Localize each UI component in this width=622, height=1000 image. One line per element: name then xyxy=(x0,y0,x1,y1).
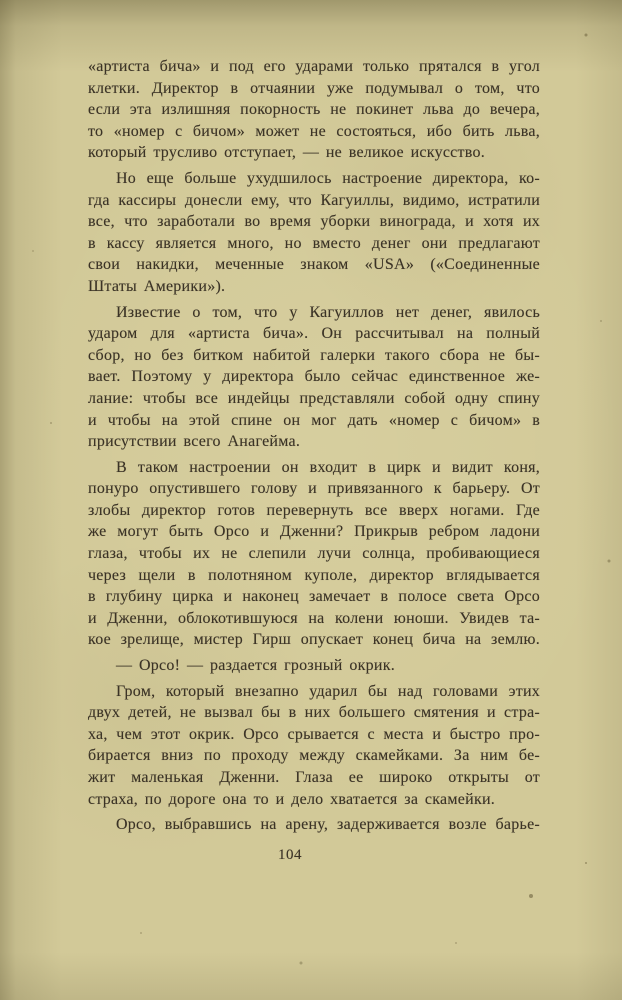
text-line: кое зрелище, мистер Гирш опускает конец бича на землю. xyxy=(88,631,540,649)
text-line: Гром, который внезапно ударил бы над головами этих xyxy=(116,682,540,700)
paragraph xyxy=(88,814,540,836)
text-line: глаза, чтобы их не слепили лучи солнца, пробивающиеся xyxy=(88,545,540,563)
text-line: бирается вниз по проходу между скамейками. За ним бе- xyxy=(88,747,540,765)
text-line: лание: чтобы все индейцы представляли собой одну спину xyxy=(88,389,540,407)
text-line: В таком настроении он входит в цирк и видит коня, xyxy=(116,458,540,476)
text-line: в кассу является много, но вместо денег они предлагают xyxy=(88,234,540,252)
text-line: жит маленькая Дженни. Глаза ее широко открыты от xyxy=(88,769,540,786)
text-line: Орсо, выбравшись на арену, задерживается возле барье- xyxy=(116,816,540,834)
paragraph xyxy=(88,681,540,811)
text-line: ха, чем этот окрик. Орсо срывается с места и быстро про- xyxy=(88,725,540,743)
text-line: все, что заработали во время уборки винограда, и хотя их xyxy=(88,213,540,231)
text-line: через щели в полотняном куполе, директор вглядывается xyxy=(88,566,540,584)
text-line: который трусливо отступает, — не великое искусство. xyxy=(88,144,485,162)
text-line: и Дженни, облокотившуюся на колени юноши. Увидев та- xyxy=(88,609,540,627)
paragraph xyxy=(88,56,540,164)
text-line: Штаты Америки»). xyxy=(88,277,226,295)
text-line: если эта излишняя покорность не покинет льва до вечера, xyxy=(88,101,540,119)
text-line: двух детей, не вызвал бы в них большего смятения и стра- xyxy=(88,704,540,722)
text-line: страха, по дороге она то и дело хватается за скамейки. xyxy=(88,790,496,808)
text-line: и чтобы на этой спине он мог дать «номер с бичом» в xyxy=(88,411,540,429)
paragraph xyxy=(88,655,540,677)
text-line: — Орсо! — раздается грозный окрик. xyxy=(116,657,395,675)
page-number: 104 xyxy=(278,847,302,863)
text-line: сбор, но без битком набитой галерки такого сбора не бы- xyxy=(88,346,540,364)
text-line: свои накидки, меченные знаком «USA» («Соединенные xyxy=(88,256,540,274)
text-line: злобы директор готов перевернуть все вверх ногами. Где xyxy=(88,501,540,519)
text-line: же могут быть Орсо и Дженни? Прикрыв ребром ладони xyxy=(88,523,540,541)
text-line: «артиста бича» и под его ударами только прятался в угол xyxy=(88,58,540,75)
text-line: клетки. Директор в отчаянии уже подумывал о том, что xyxy=(88,79,540,97)
text-line: присутствии всего Анагейма. xyxy=(88,433,301,451)
paragraph xyxy=(88,302,540,453)
text-line: понуро опустившего голову и привязанного к барьеру. От xyxy=(88,480,540,498)
paragraph xyxy=(88,457,540,651)
paragraph xyxy=(88,168,540,298)
paper-specks xyxy=(0,0,2,2)
page-text xyxy=(88,56,540,836)
text-line: Но еще больше ухудшилось настроение директора, ко- xyxy=(116,169,540,187)
text-line: ударом для «артиста бича». Он рассчитывал на полный xyxy=(88,325,540,343)
text-line: в глубину цирка и наконец замечает в полосе света Орсо xyxy=(88,588,540,606)
text-line: гда кассиры донесли ему, что Кагуиллы, видимо, истратили xyxy=(88,191,540,209)
text-line: Известие о том, что у Кагуиллов нет денег, явилось xyxy=(116,303,540,321)
text-line: вает. Поэтому у директора было сейчас единственное же- xyxy=(88,368,540,386)
text-line: то «номер с бичом» может не состояться, ибо бить льва, xyxy=(88,122,540,140)
